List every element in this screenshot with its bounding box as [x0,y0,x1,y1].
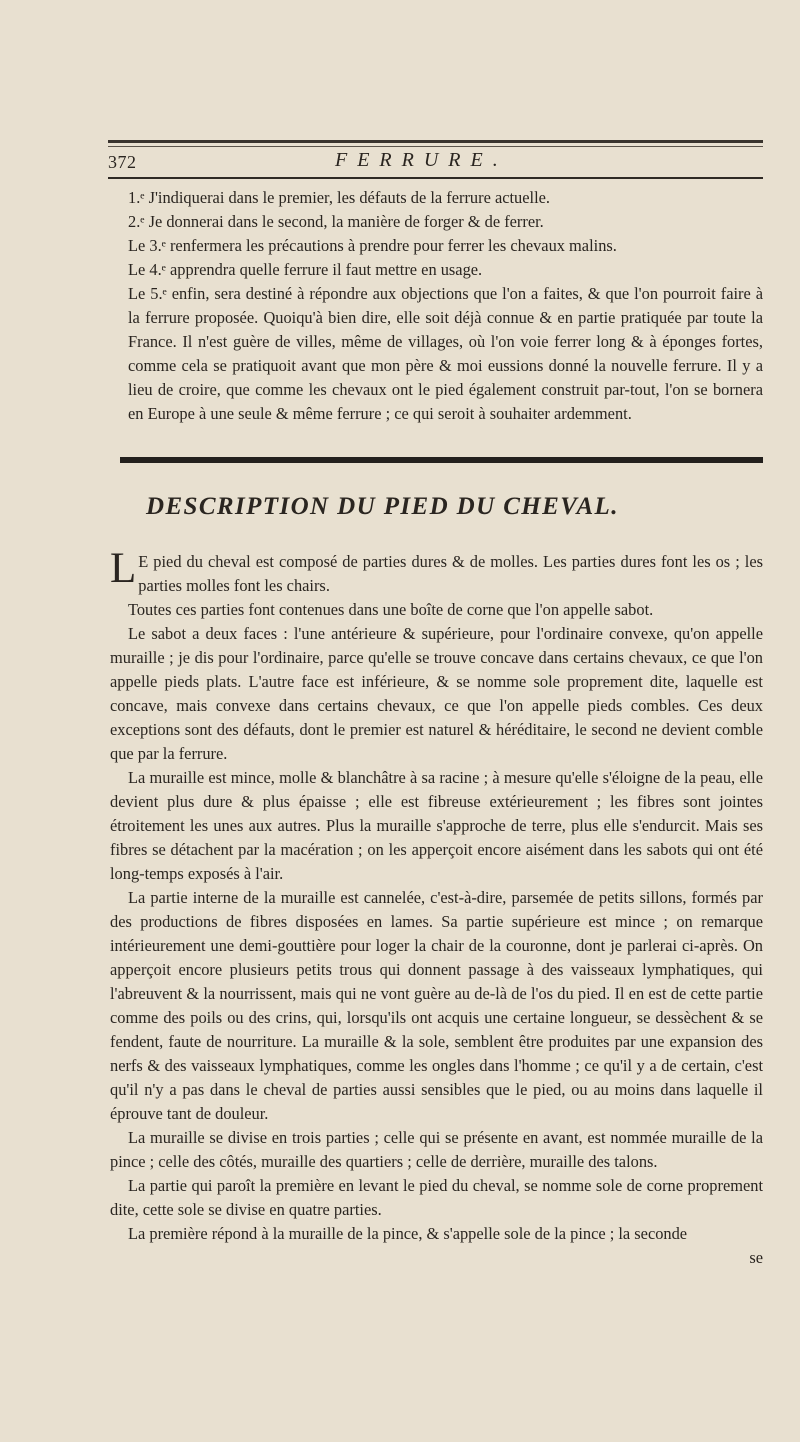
paragraph-5: La muraille se divise en trois parties ; celle qui se présente en avant, est nommée muraille de la pince ; celle des côtés, muraille des quartiers ; celle de derrière, muraille des talons. [110,1128,763,1171]
top-rule [108,140,763,143]
first-paragraph [110,545,763,598]
intro-item-2: 2.ᵉ Je donnerai dans le second, la manière de forger & de ferrer. [128,212,544,231]
intro-list [128,186,763,426]
section-title: DESCRIPTION DU PIED DU CHEVAL. [146,493,619,520]
header-rule [108,177,763,179]
drop-cap: L [110,545,137,592]
first-paragraph-text: E pied du cheval est composé de parties dures & de molles. Les parties dures font les os ; les parties molles font les chairs. [138,552,763,595]
intro-item-4: Le 4.ᵉ apprendra quelle ferrure il faut mettre en usage. [128,260,483,279]
section-rule [120,457,763,463]
top-rule-thin [108,146,763,147]
intro-item-5: Le 5.ᵉ enfin, sera destiné à répondre aux objections que l'on a faites, & que l'on pourroit faire à la ferrure proposée. Quoiqu'à bien dire, elle soit déjà connue & en partie pratiquée par toute la France. Il n'est guère de villes, même de villages, où l'on voie ferrer long & à éponges fortes, comme cela se pratiquoit avant que mon père & moi eussions donné la nouvelle ferrure. Il y a lieu de croire, que comme les chevaux ont le pied également construit par-tout, l'on se bornera en Europe à une seule & même ferrure ; ce qui seroit à souhaiter ardemment. [128,284,763,423]
paragraph-4: La partie interne de la muraille est cannelée, c'est-à-dire, parsemée de petits sillons, formés par des productions de fibres disposées en lames. Sa partie supérieure est mince ; on remarque intérieurement une demi-gouttière pour loger la chair de la couronne, dont je parlerai ci-après. On apperçoit encore plusieurs petits trous qui donnent passage à des vaisseaux lymphatiques, qui l'abreuvent & la nourrissent, mais qui ne vont guère au de-là de l'os du pied. Il en est de cette partie comme des poils ou des crins, qui, lorsqu'ils ont acquis une certaine longueur, se dessèchent & se fendent, faute de nourriture. La muraille & la sole, semblent être produites par une expansion des nerfs & des vaisseaux lymphatiques, comme les ongles dans l'homme ; ce qu'il y a de certain, c'est qu'il n'y a pas dans le cheval de parties aussi sensibles que le pied, ou au moins dans laquelle il éprouve tant de douleur. [110,888,763,1123]
page-number: 372 [108,152,137,172]
paragraph-3: La muraille est mince, molle & blanchâtre à sa racine ; à mesure qu'elle s'éloigne de la peau, elle devient plus dure & plus épaisse ; elle est fibreuse extérieurement ; les fibres sont jointes étroitement les unes aux autres. Plus la muraille s'approche de terre, plus elle s'endurcit. Mais ses fibres se détachent par la macération ; on les apperçoit encore aisément dans les sabots qui ont été long-temps exposés à l'air. [110,768,763,883]
paragraph-7: La première répond à la muraille de la pince, & s'appelle sole de la pince ; la seconde [128,1224,688,1243]
running-head: FERRURE. [335,149,508,171]
paragraph-2: Le sabot a deux faces : l'une antérieure & supérieure, pour l'ordinaire convexe, qu'on appelle muraille ; je dis pour l'ordinaire, parce qu'elle se trouve concave dans certains chevaux, ce que l'on appelle pieds plats. L'autre face est inférieure, & se nomme sole proprement dite, laquelle est concave, mais convexe dans certains chevaux, ce que l'on appelle pieds combles. Ces deux exceptions sont des défauts, dont le premier est naturel & héréditaire, le second ne devient comble que par la ferrure. [110,624,763,763]
paragraph-1: Toutes ces parties font contenues dans une boîte de corne que l'on appelle sabot. [128,600,654,619]
article-body [110,545,763,1270]
intro-item-1: 1.ᵉ J'indiquerai dans le premier, les défauts de la ferrure actuelle. [128,188,551,207]
intro-item-3: Le 3.ᵉ renfermera les précautions à prendre pour ferrer les chevaux malins. [128,236,617,255]
catchword: se [749,1248,763,1267]
paragraph-6: La partie qui paroît la première en levant le pied du cheval, se nomme sole de corne proprement dite, cette sole se divise en quatre parties. [110,1176,763,1219]
